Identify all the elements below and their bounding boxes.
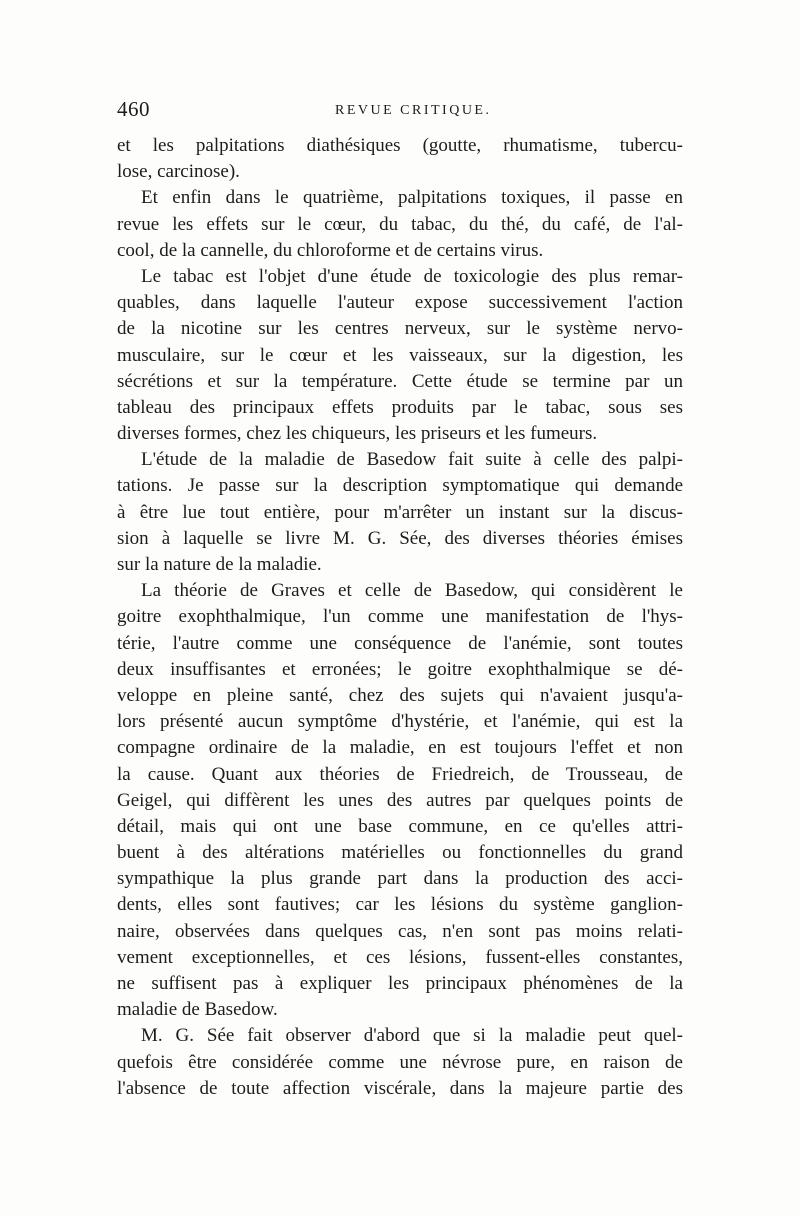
text-line: buent à des altérations matérielles ou fonctionnelles du grand [117,842,683,864]
text-line: naire, observées dans quelques cas, n'en sont pas moins relati- [117,920,683,942]
text-line: Geigel, qui diffèrent les unes des autres par quelques points de [117,789,683,811]
body-text [117,133,683,1102]
text-line: Et enfin dans le quatrième, palpitations toxiques, il passe en [141,187,683,209]
text-line: maladie de Basedow. [117,999,278,1021]
page-number: 460 [117,97,150,121]
running-title: REVUE CRITIQUE. [335,103,492,118]
text-line: M. G. Sée fait observer d'abord que si la maladie peut quel- [141,1025,683,1047]
text-line: à être lue tout entière, pour m'arrêter un instant sur la discus- [117,501,683,523]
text-line: quefois être considérée comme une névrose pure, en raison de [117,1051,683,1073]
text-line: quables, dans laquelle l'auteur expose successivement l'action [117,292,683,314]
text-line: sympathique la plus grande part dans la production des acci- [117,868,683,890]
text-line: et les palpitations diathésiques (goutte, rhumatisme, tubercu- [117,135,683,156]
text-line: tations. Je passe sur la description symptomatique qui demande [117,475,683,497]
text-line: tableau des principaux effets produits par le tabac, sous ses [117,396,683,418]
text-line: L'étude de la maladie de Basedow fait suite à celle des palpi- [141,449,683,471]
text-line: cool, de la cannelle, du chloroforme et de certains virus. [117,239,544,261]
text-line: goitre exophthalmique, l'un comme une manifestation de l'hys- [117,606,683,628]
text-line: deux insuffisantes et erronées; le goitre exophthalmique se dé- [117,658,683,680]
text-line: sion à laquelle se livre M. G. Sée, des diverses théories émises [117,527,683,549]
text-line: détail, mais qui ont une base commune, en ce qu'elles attri- [117,815,683,837]
text-line: l'absence de toute affection viscérale, dans la majeure partie des [117,1077,683,1099]
page-header [117,97,683,127]
text-line: veloppe en pleine santé, chez des sujets qui n'avaient jusqu'a- [117,684,683,706]
text-line: dents, elles sont fautives; car les lésions du système ganglion- [117,894,683,916]
text-line: sur la nature de la maladie. [117,554,322,575]
text-line: ne suffisent pas à expliquer les principaux phénomènes de la [117,973,683,994]
text-line: Le tabac est l'objet d'une étude de toxicologie des plus remar- [141,265,683,287]
text-line: vement exceptionnelles, et ces lésions, fussent-elles constantes, [117,946,683,968]
text-line: compagne ordinaire de la maladie, en est toujours l'effet et non [117,737,683,759]
text-line: La théorie de Graves et celle de Basedow, qui considèrent le [141,580,683,602]
text-line: la cause. Quant aux théories de Friedreich, de Trousseau, de [117,763,683,785]
text-line: de la nicotine sur les centres nerveux, sur le système nervo- [117,318,683,340]
text-line: lose, carcinose). [117,161,240,183]
text-line: sécrétions et sur la température. Cette étude se termine par un [117,370,683,392]
text-line: musculaire, sur le cœur et les vaisseaux, sur la digestion, les [117,344,683,366]
text-line: lors présenté aucun symptôme d'hystérie, et l'anémie, qui est la [117,711,683,733]
text-line: diverses formes, chez les chiqueurs, les priseurs et les fumeurs. [117,423,598,445]
text-line: térie, l'autre comme une conséquence de l'anémie, sont toutes [117,632,683,654]
text-line: revue les effets sur le cœur, du tabac, du thé, du café, de l'al- [117,213,683,235]
